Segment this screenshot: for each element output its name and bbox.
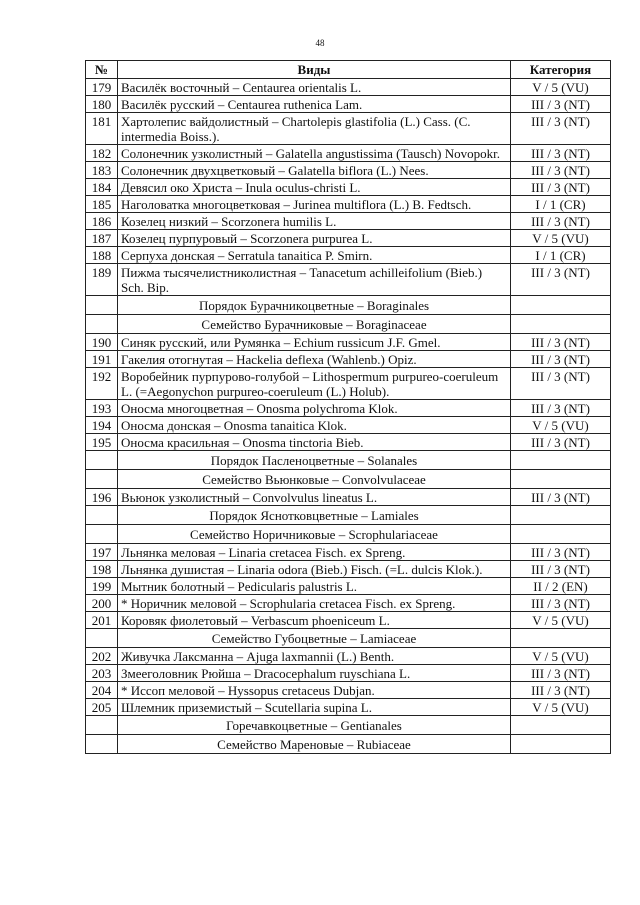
species-number: 189: [86, 264, 118, 296]
species-number: 204: [86, 682, 118, 699]
table-row: [86, 230, 611, 247]
species-number: 194: [86, 417, 118, 434]
section-title: Семейство Норичниковые – Scrophulariaceae: [118, 525, 511, 544]
table-row: [86, 682, 611, 699]
table-header-row: [86, 61, 611, 79]
table-row: [86, 699, 611, 716]
species-name: Гакелия отогнутая – Hackelia deflexa (Wahlenb.) Opiz.: [118, 351, 511, 368]
species-category: V / 5 (VU): [511, 417, 611, 434]
species-number: 187: [86, 230, 118, 247]
section-number-cell: [86, 735, 118, 754]
table-row: [86, 351, 611, 368]
species-number: 198: [86, 561, 118, 578]
table-row: [86, 368, 611, 400]
table-row: [86, 264, 611, 296]
section-number-cell: [86, 525, 118, 544]
section-number-cell: [86, 629, 118, 648]
table-row: [86, 162, 611, 179]
species-number: 205: [86, 699, 118, 716]
species-name: Василёк русский – Centaurea ruthenica Lam.: [118, 96, 511, 113]
species-category: III / 3 (NT): [511, 665, 611, 682]
table-row: [86, 648, 611, 665]
species-name: Оносма донская – Onosma tanaitica Klok.: [118, 417, 511, 434]
section-row: [86, 629, 611, 648]
section-number-cell: [86, 470, 118, 489]
species-number: 180: [86, 96, 118, 113]
table-row: [86, 79, 611, 96]
species-number: 193: [86, 400, 118, 417]
species-name: Козелец пурпуровый – Scorzonera purpurea L.: [118, 230, 511, 247]
species-name: Оносма многоцветная – Onosma polychroma Klok.: [118, 400, 511, 417]
species-category: III / 3 (NT): [511, 489, 611, 506]
species-category: III / 3 (NT): [511, 368, 611, 400]
section-number-cell: [86, 451, 118, 470]
species-name: Шлемник приземистый – Scutellaria supina L.: [118, 699, 511, 716]
section-category-cell: [511, 735, 611, 754]
section-row: [86, 716, 611, 735]
species-name: Змееголовник Рюйша – Dracocephalum ruyschiana L.: [118, 665, 511, 682]
species-number: 183: [86, 162, 118, 179]
species-name: Синяк русский, или Румянка – Echium russicum J.F. Gmel.: [118, 334, 511, 351]
section-category-cell: [511, 470, 611, 489]
species-category: III / 3 (NT): [511, 400, 611, 417]
section-title: Семейство Губоцветные – Lamiaceae: [118, 629, 511, 648]
table-row: [86, 434, 611, 451]
section-category-cell: [511, 716, 611, 735]
section-category-cell: [511, 315, 611, 334]
section-row: [86, 525, 611, 544]
table-row: [86, 145, 611, 162]
header-category: Категория: [511, 61, 611, 79]
section-row: [86, 296, 611, 315]
species-number: 179: [86, 79, 118, 96]
species-category: V / 5 (VU): [511, 648, 611, 665]
table-row: [86, 400, 611, 417]
species-category: II / 2 (EN): [511, 578, 611, 595]
species-category: V / 5 (VU): [511, 79, 611, 96]
species-category: I / 1 (CR): [511, 247, 611, 264]
species-name: Оносма красильная – Onosma tinctoria Bieb.: [118, 434, 511, 451]
species-category: III / 3 (NT): [511, 682, 611, 699]
species-number: 181: [86, 113, 118, 145]
table-row: [86, 113, 611, 145]
species-name: Василёк восточный – Centaurea orientalis L.: [118, 79, 511, 96]
section-category-cell: [511, 506, 611, 525]
species-category: III / 3 (NT): [511, 145, 611, 162]
species-name: Солонечник двухцветковый – Galatella biflora (L.) Nees.: [118, 162, 511, 179]
species-number: 197: [86, 544, 118, 561]
species-number: 186: [86, 213, 118, 230]
species-number: 203: [86, 665, 118, 682]
species-category: III / 3 (NT): [511, 96, 611, 113]
species-name: Живучка Лаксманна – Ajuga laxmannii (L.) Benth.: [118, 648, 511, 665]
table-row: [86, 247, 611, 264]
section-title: Порядок Яснотковцветные – Lamiales: [118, 506, 511, 525]
section-category-cell: [511, 629, 611, 648]
table-row: [86, 544, 611, 561]
species-number: 184: [86, 179, 118, 196]
species-category: I / 1 (CR): [511, 196, 611, 213]
section-row: [86, 315, 611, 334]
species-category: III / 3 (NT): [511, 351, 611, 368]
table-row: [86, 179, 611, 196]
section-category-cell: [511, 296, 611, 315]
species-number: 191: [86, 351, 118, 368]
species-name: Мытник болотный – Pedicularis palustris L.: [118, 578, 511, 595]
section-title: Горечавкоцветные – Gentianales: [118, 716, 511, 735]
species-category: III / 3 (NT): [511, 179, 611, 196]
section-row: [86, 735, 611, 754]
section-category-cell: [511, 451, 611, 470]
table-body: [86, 79, 611, 754]
table-row: [86, 213, 611, 230]
table-row: [86, 489, 611, 506]
species-number: 200: [86, 595, 118, 612]
species-category: III / 3 (NT): [511, 544, 611, 561]
species-number: 202: [86, 648, 118, 665]
section-row: [86, 506, 611, 525]
species-category: III / 3 (NT): [511, 334, 611, 351]
table-row: [86, 417, 611, 434]
species-name: * Норичник меловой – Scrophularia cretacea Fisch. ex Spreng.: [118, 595, 511, 612]
section-number-cell: [86, 716, 118, 735]
species-number: 182: [86, 145, 118, 162]
species-number: 192: [86, 368, 118, 400]
table-row: [86, 595, 611, 612]
species-name: Пижма тысячелистниколистная – Tanacetum achilleifolium (Bieb.) Sch. Bip.: [118, 264, 511, 296]
species-category: III / 3 (NT): [511, 561, 611, 578]
species-category: III / 3 (NT): [511, 595, 611, 612]
species-name: Льнянка меловая – Linaria cretacea Fisch. ex Spreng.: [118, 544, 511, 561]
species-table: [85, 60, 611, 754]
table-row: [86, 578, 611, 595]
species-number: 188: [86, 247, 118, 264]
species-number: 201: [86, 612, 118, 629]
section-title: Порядок Бурачникоцветные – Boraginales: [118, 296, 511, 315]
species-name: Вьюнок узколистный – Convolvulus lineatus L.: [118, 489, 511, 506]
species-category: III / 3 (NT): [511, 213, 611, 230]
species-name: Козелец низкий – Scorzonera humilis L.: [118, 213, 511, 230]
table-row: [86, 334, 611, 351]
species-name: Девясил око Христа – Inula oculus-christi L.: [118, 179, 511, 196]
section-title: Порядок Пасленоцветные – Solanales: [118, 451, 511, 470]
species-name: Хартолепис вайдолистный – Chartolepis glastifolia (L.) Cass. (C. intermedia Boiss.).: [118, 113, 511, 145]
species-number: 190: [86, 334, 118, 351]
species-category: V / 5 (VU): [511, 230, 611, 247]
table-row: [86, 665, 611, 682]
species-number: 196: [86, 489, 118, 506]
section-title: Семейство Вьюнковые – Convolvulaceae: [118, 470, 511, 489]
page-number: 48: [315, 38, 325, 48]
species-number: 195: [86, 434, 118, 451]
species-category: III / 3 (NT): [511, 264, 611, 296]
table-row: [86, 196, 611, 213]
section-row: [86, 451, 611, 470]
table-row: [86, 612, 611, 629]
section-category-cell: [511, 525, 611, 544]
section-number-cell: [86, 506, 118, 525]
species-name: * Иссоп меловой – Hyssopus cretaceus Dubjan.: [118, 682, 511, 699]
species-name: Льнянка душистая – Linaria odora (Bieb.) Fisch. (=L. dulcis Klok.).: [118, 561, 511, 578]
species-category: V / 5 (VU): [511, 699, 611, 716]
header-number: №: [86, 61, 118, 79]
species-category: III / 3 (NT): [511, 113, 611, 145]
section-number-cell: [86, 315, 118, 334]
table-row: [86, 96, 611, 113]
species-name: Воробейник пурпурово-голубой – Lithospermum purpureo-coeruleum L. (=Aegonychon purpureo-coeruleum (L.) Holub).: [118, 368, 511, 400]
species-name: Наголоватка многоцветковая – Jurinea multiflora (L.) B. Fedtsch.: [118, 196, 511, 213]
species-name: Серпуха донская – Serratula tanaitica P. Smirn.: [118, 247, 511, 264]
section-title: Семейство Мареновые – Rubiaceae: [118, 735, 511, 754]
section-title: Семейство Бурачниковые – Boraginaceae: [118, 315, 511, 334]
section-number-cell: [86, 296, 118, 315]
species-category: III / 3 (NT): [511, 434, 611, 451]
table-row: [86, 561, 611, 578]
species-category: V / 5 (VU): [511, 612, 611, 629]
section-row: [86, 470, 611, 489]
species-category: III / 3 (NT): [511, 162, 611, 179]
species-name: Коровяк фиолетовый – Verbascum phoeniceum L.: [118, 612, 511, 629]
header-species: Виды: [118, 61, 511, 79]
species-name: Солонечник узколистный – Galatella angustissima (Tausch) Novopokr.: [118, 145, 511, 162]
species-number: 199: [86, 578, 118, 595]
species-number: 185: [86, 196, 118, 213]
